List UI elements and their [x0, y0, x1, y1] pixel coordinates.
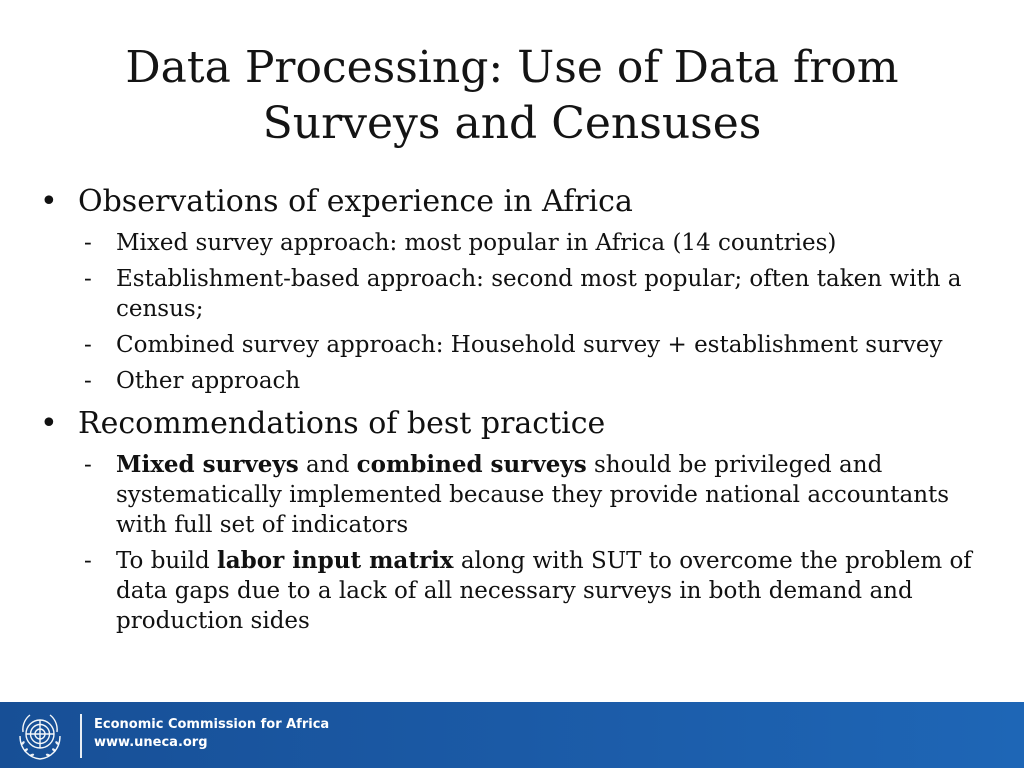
bullet-text: Recommendations of best practice: [78, 406, 606, 441]
un-emblem-icon: [14, 710, 66, 762]
dash-marker: -: [84, 452, 92, 478]
sub-item: [38, 228, 998, 258]
sub-item-text: Combined survey approach: Household survey + establishment survey: [116, 332, 943, 358]
bullet-observations: [38, 182, 998, 222]
sub-item-text: To build: [116, 548, 217, 574]
sub-item-text: Mixed survey approach: most popular in Africa (14 countries): [116, 230, 837, 256]
sub-item: [38, 330, 998, 360]
bullet-marker: •: [40, 406, 58, 441]
sub-item: [38, 546, 998, 636]
sub-item-text: along with SUT to overcome the problem of data gaps due to a lack of all necessary surveys in both demand and production sides: [116, 548, 972, 634]
dash-marker: -: [84, 266, 92, 292]
footer-bar: [0, 702, 1024, 768]
emphasis-mixed-surveys: Mixed surveys: [116, 451, 299, 478]
emphasis-combined-surveys: combined surveys: [356, 451, 587, 478]
sub-list-observations: [38, 228, 998, 396]
bullet-recommendations: [38, 404, 998, 444]
sub-item: [38, 366, 998, 396]
slide-title-line2: Surveys and Censuses: [262, 98, 762, 149]
footer-separator: [80, 714, 82, 758]
org-website: www.uneca.org: [94, 735, 208, 750]
sub-item-text: Other approach: [116, 368, 301, 394]
dash-marker: -: [84, 548, 92, 574]
sub-item-text: should be privileged and systematically implemented because they provide national accountants with full set of indicators: [116, 452, 950, 538]
org-name: Economic Commission for Africa: [94, 717, 330, 732]
dash-marker: -: [84, 332, 92, 358]
footer-org-block: [94, 716, 329, 752]
sub-item-text: and: [298, 452, 357, 478]
slide-content: [38, 178, 998, 638]
bullet-text: Observations of experience in Africa: [78, 184, 633, 219]
slide-title-line1: Data Processing: Use of Data from: [125, 42, 899, 93]
dash-marker: -: [84, 230, 92, 256]
slide-title: [0, 40, 1024, 152]
dash-marker: -: [84, 368, 92, 394]
sub-list-recommendations: [38, 450, 998, 636]
emphasis-labor-input-matrix: labor input matrix: [217, 547, 454, 574]
sub-item-text: Establishment-based approach: second most popular; often taken with a census;: [116, 266, 962, 322]
sub-item: [38, 264, 998, 324]
bullet-marker: •: [40, 184, 58, 219]
sub-item: [38, 450, 998, 540]
